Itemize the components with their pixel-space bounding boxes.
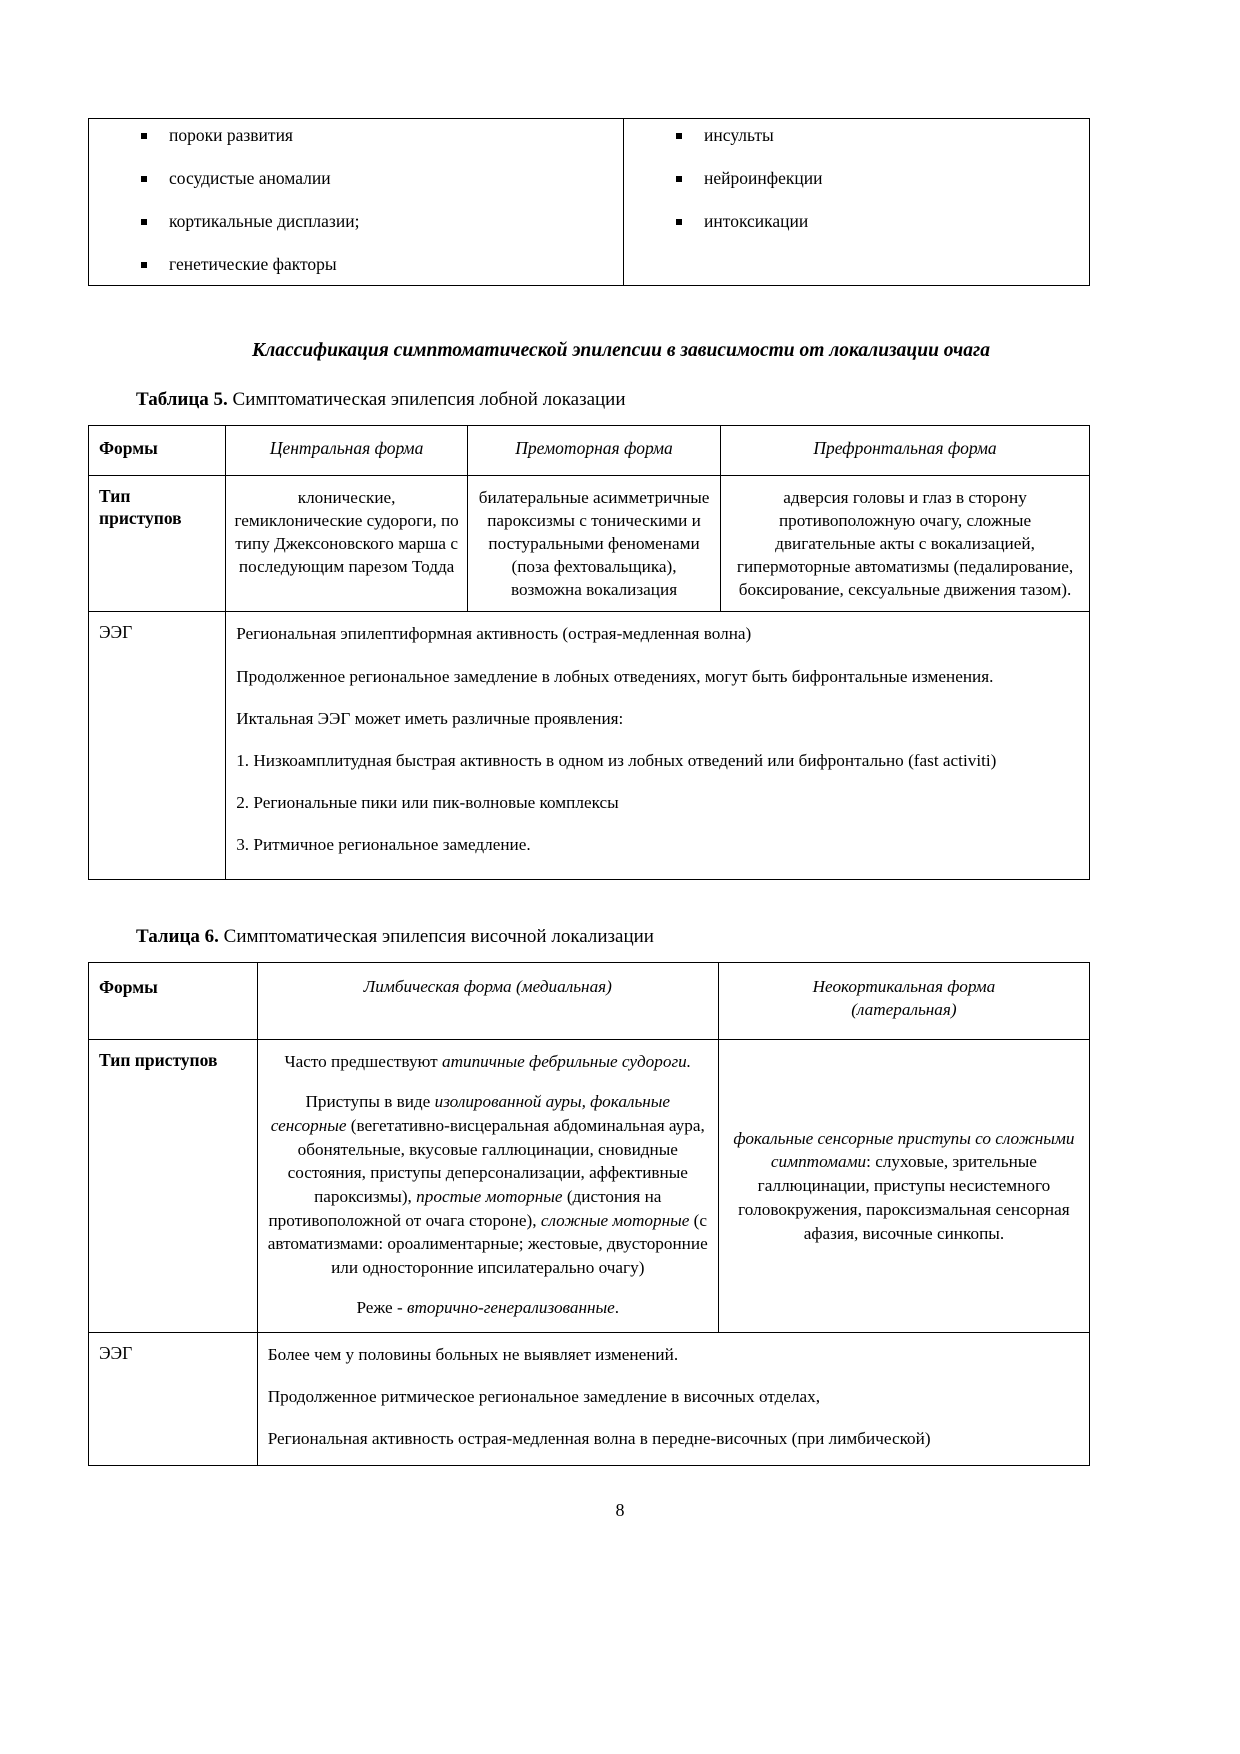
text-plain: . bbox=[614, 1297, 620, 1317]
text-italic: изолированной ауры, фокальные сенсорные bbox=[270, 1092, 671, 1135]
bullet-square-icon bbox=[676, 133, 682, 139]
list-item-label: генетические факторы bbox=[169, 254, 337, 274]
text-plain: (дистония на противоположной от очага стороне), bbox=[268, 1187, 662, 1230]
table5-header-prefrontal: Префронтальная форма bbox=[721, 426, 1090, 476]
table6-caption-text: Симптоматическая эпилепсия височной локализации bbox=[218, 925, 654, 947]
bullet-square-icon bbox=[141, 262, 147, 268]
table5-eeg-paragraph: 3. Ритмичное региональное замедление. bbox=[236, 834, 531, 854]
list-item bbox=[97, 168, 615, 189]
table6-header-neocortical bbox=[718, 962, 1089, 1039]
bullet-square-icon bbox=[141, 176, 147, 182]
table5-header-central: Центральная форма bbox=[226, 426, 468, 476]
text-plain: Часто предшествуют bbox=[284, 1052, 442, 1072]
table5-cell-prefrontal-attacks: адверсия головы и глаз в сторону противоположную очагу, сложные двигательные акты с вокализацией, гипермоторные автоматизмы (педалирование, боксирование, сексуальные движения тазом). bbox=[721, 476, 1090, 612]
table6-eeg-paragraph: Региональная активность острая-медленная волна в передне-височных (при лимбической) bbox=[267, 1428, 931, 1448]
table6-eeg-paragraph: Продолженное ритмическое региональное замедление в височных отделах, bbox=[267, 1386, 821, 1406]
table6-caption-number: Талица 6. bbox=[136, 925, 219, 947]
text-italic: вторично-генерализованные bbox=[407, 1297, 615, 1317]
bullet-square-icon bbox=[141, 133, 147, 139]
causes-right-cell bbox=[624, 119, 1090, 286]
list-item-label: инсульты bbox=[704, 125, 774, 145]
list-item bbox=[632, 125, 1081, 146]
causes-table bbox=[88, 118, 1090, 286]
text-italic: сложные моторные bbox=[540, 1210, 690, 1230]
table6-eeg-paragraph: Более чем у половины больных не выявляет изменений. bbox=[267, 1344, 679, 1364]
list-item bbox=[632, 168, 1081, 189]
table6-row-label-eeg: ЭЭГ bbox=[89, 1332, 258, 1465]
causes-left-list bbox=[97, 125, 615, 275]
bullet-square-icon bbox=[676, 176, 682, 182]
table6-row-label-attack-type: Тип приступов bbox=[89, 1040, 258, 1332]
table6-header-limbic: Лимбическая форма (медиальная) bbox=[257, 962, 718, 1039]
table5-row-label-eeg: ЭЭГ bbox=[89, 612, 226, 879]
table6-temporal-epilepsy bbox=[88, 962, 1090, 1466]
list-item-label: интоксикации bbox=[704, 211, 809, 231]
causes-right-list bbox=[632, 125, 1081, 232]
list-item-label: пороки развития bbox=[169, 125, 293, 145]
table6-cell-eeg bbox=[257, 1332, 1089, 1465]
table5-eeg-paragraph: Региональная эпилептиформная активность (острая-медленная волна) bbox=[236, 624, 752, 644]
text-italic: простые моторные bbox=[416, 1187, 563, 1206]
text-plain: Реже - bbox=[356, 1297, 407, 1317]
table6-cell-limbic-attacks bbox=[257, 1040, 718, 1332]
table5-cell-premotor-attacks: билатеральные асимметричные пароксизмы с тоническими и постуральными феноменами (поза фехтовальщика), возможна вокализация bbox=[468, 476, 721, 612]
table-row bbox=[89, 476, 1090, 612]
table5-header-forms: Формы bbox=[89, 426, 226, 476]
table-row-header bbox=[89, 962, 1090, 1039]
causes-left-cell bbox=[89, 119, 624, 286]
text-plain: Приступы в виде bbox=[305, 1092, 435, 1112]
text-plain: (с автоматизмами: ороалиментарные; жестовые, двусторонние или односторонние ипсилатерально очагу) bbox=[267, 1210, 708, 1278]
text-plain: : слуховые, зрительные галлюцинации, приступы несистемного головокружения, пароксизмальная сенсорная афазия, височные синкопы. bbox=[738, 1152, 1070, 1243]
text-italic: атипичные фебрильные судороги. bbox=[441, 1052, 692, 1072]
text-plain: (вегетативно-висцеральная абдоминальная аура, обонятельные, вкусовые галлюцинации, сновидные состояния, приступы деперсонализации, аффективные пароксизмы), bbox=[287, 1115, 705, 1206]
bullet-square-icon bbox=[676, 219, 682, 225]
list-item-label: сосудистые аномалии bbox=[169, 168, 331, 188]
list-item bbox=[632, 211, 1081, 232]
table5-eeg-paragraph: Иктальная ЭЭГ может иметь различные проявления: bbox=[236, 708, 624, 728]
text-italic: фокальные сенсорные приступы со сложными симптомами bbox=[733, 1128, 1075, 1172]
table5-eeg-paragraph: 2. Региональные пики или пик-волновые комплексы bbox=[236, 792, 619, 812]
list-item bbox=[97, 211, 615, 232]
table-row bbox=[89, 612, 1090, 879]
table6-header-forms: Формы bbox=[89, 962, 258, 1039]
list-item bbox=[97, 254, 615, 275]
table5-eeg-paragraph: 1. Низкоамплитудная быстрая активность в одном из лобных отведений или бифронтально (fast activiti) bbox=[236, 750, 997, 770]
list-item bbox=[97, 125, 615, 146]
table6-cell-neocortical-attacks bbox=[718, 1040, 1089, 1332]
table-row bbox=[89, 119, 1090, 286]
table5-cell-central-attacks: клонические, гемиклонические судороги, по типу Джексоновского марша с последующим парезом Тодда bbox=[226, 476, 468, 612]
table6-caption bbox=[88, 926, 1090, 948]
table6-header-neocortical-line2: (латеральная) bbox=[851, 1000, 957, 1020]
table5-eeg-paragraph: Продолженное региональное замедление в лобных отведениях, могут быть бифронтальные изменения. bbox=[236, 666, 994, 686]
page-number: 8 bbox=[615, 1500, 625, 1520]
table6-limbic-paragraph-3 bbox=[268, 1296, 708, 1320]
table5-frontal-epilepsy bbox=[88, 425, 1090, 880]
table-row bbox=[89, 1040, 1090, 1332]
table6-header-neocortical-line1: Неокортикальная форма bbox=[812, 976, 996, 996]
table5-header-premotor: Премоторная форма bbox=[468, 426, 721, 476]
table-row-header bbox=[89, 426, 1090, 476]
table5-row-label-attack-type: Тип приступов bbox=[89, 476, 226, 612]
table5-caption bbox=[88, 389, 1090, 411]
table6-limbic-paragraph-2 bbox=[268, 1090, 708, 1280]
list-item-label: нейроинфекции bbox=[704, 168, 823, 188]
section-heading: Классификация симптоматической эпилепсии в зависимости от локализации очага bbox=[251, 340, 990, 361]
table5-caption-number: Таблица 5. bbox=[136, 389, 228, 411]
table-row bbox=[89, 1332, 1090, 1465]
list-item-label: кортикальные дисплазии; bbox=[169, 211, 360, 231]
bullet-square-icon bbox=[141, 219, 147, 225]
table5-caption-text: Симптоматическая эпилепсия лобной локазации bbox=[227, 389, 626, 411]
table6-limbic-paragraph-1 bbox=[268, 1050, 708, 1074]
table5-cell-eeg bbox=[226, 612, 1090, 879]
